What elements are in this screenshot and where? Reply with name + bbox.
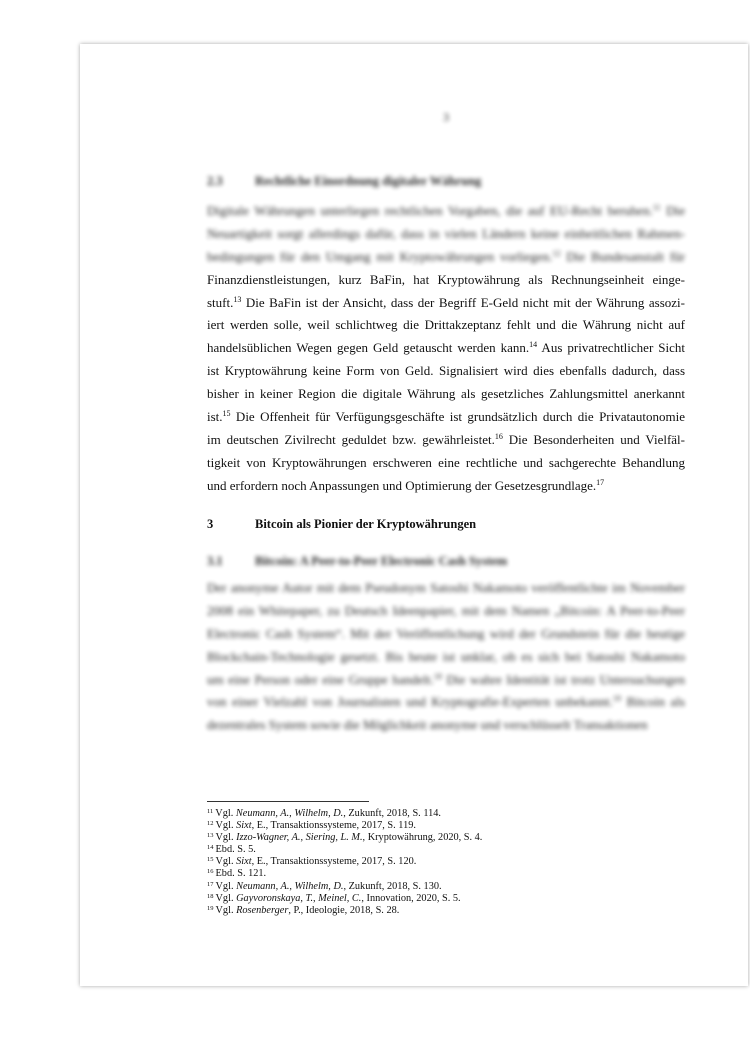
- footnote-reference[interactable]: 11: [652, 203, 661, 212]
- footnote: [207, 820, 685, 832]
- footnote-number: 13: [207, 832, 214, 840]
- footnote-text: Ebd. S. 121.: [215, 868, 267, 880]
- document-page: [80, 44, 748, 986]
- footnote: [207, 868, 685, 880]
- footnote-number: 11: [207, 808, 214, 815]
- footnote-author: Sixt: [236, 856, 252, 868]
- footnote-reference[interactable]: 17: [596, 477, 605, 487]
- text-line: [207, 714, 685, 737]
- text-segment: Finanzdienstleistungen, kurz BaFin, hat Kryptowährung als Rechnungseinheit einge-: [207, 271, 685, 287]
- footnote: [207, 881, 685, 893]
- footnote: [207, 832, 685, 844]
- text-line: [207, 200, 685, 223]
- footnote-text: Vgl.: [215, 832, 237, 844]
- text-segment: ist.: [207, 409, 223, 425]
- footnote-text: Vgl.: [215, 808, 236, 819]
- section-3-1-heading: [207, 554, 685, 569]
- section-2-3-paragraph: [207, 200, 685, 498]
- footnote: [207, 808, 685, 820]
- footnotes: [207, 808, 685, 917]
- text-segment: tigkeit von Kryptowährungen erschweren eine rechtliche und sachgerechte Behandlung: [207, 454, 685, 470]
- footnote-number: 17: [207, 880, 214, 888]
- footnote-reference[interactable]: 19: [612, 694, 621, 704]
- text-segment: Die: [660, 203, 685, 218]
- text-segment: bisher in keiner Region die digitale Währung als gesetzliches Zahlungsmittel anerkannt: [207, 386, 685, 402]
- footnote-number: 19: [207, 904, 214, 912]
- footnote-number: 16: [207, 868, 214, 876]
- text-segment: Die BaFin ist der Ansicht, dass der Begriff E-Geld nicht mit der Währung assozi-: [241, 294, 685, 310]
- text-line: [207, 223, 685, 246]
- footnote-author: Rosenberger: [236, 904, 289, 916]
- footnote-text: Ebd. S. 5.: [215, 844, 256, 856]
- text-segment: Die Besonderheiten und Vielfäl-: [502, 431, 685, 447]
- text-line: [207, 669, 685, 692]
- footnote-reference[interactable]: 13: [233, 294, 242, 304]
- text-line: [207, 429, 685, 452]
- footnote-text: Vgl.: [215, 892, 237, 904]
- footnote-text: , Innovation, 2020, S. 5.: [361, 892, 461, 904]
- section-3-heading: [207, 517, 685, 532]
- section-title: Bitcoin: A Peer-to-Peer Electronic Cash System: [255, 554, 508, 568]
- section-number: 3.1: [207, 554, 223, 568]
- text-segment: Electronic Cash System“. Mit der Veröffentlichung wird der Grundstein für die heutige: [207, 625, 685, 641]
- footnote-text: Vgl.: [215, 904, 237, 916]
- footnote-text: Vgl.: [215, 880, 237, 892]
- text-line: [207, 292, 685, 315]
- text-segment: handelsüblichen Wegen gegen Geld getauscht werden kann.: [207, 340, 530, 356]
- text-line: [207, 337, 685, 360]
- footnote-text: Vgl.: [215, 820, 237, 832]
- footnote-text: , E., Transaktionssysteme, 2017, S. 119.: [251, 820, 416, 832]
- footnote-number: 12: [207, 820, 214, 828]
- text-segment: ist Kryptowährung keine Form von Geld. Signalisiert wird dies ebenfalls dadurch, dass: [207, 363, 685, 379]
- page-number: 3: [443, 110, 449, 124]
- footnote-separator: [207, 801, 369, 802]
- text-segment: stuft.: [207, 294, 234, 310]
- footnote: [207, 893, 685, 905]
- footnote-author: Izzo-Wagner, A., Siering, L. M.: [236, 832, 363, 844]
- text-segment: Aus privatrechtlicher Sicht: [537, 340, 685, 356]
- text-line: [207, 452, 685, 475]
- text-segment: Die Offenheit für Verfügungsgeschäfte ist grundsätzlich durch die Privatautonomie: [230, 409, 685, 425]
- footnote-text: Vgl.: [215, 856, 237, 868]
- section-title: Rechtliche Einordnung digitaler Währung: [255, 174, 482, 188]
- text-segment: Die Bundesanstalt für: [560, 248, 685, 264]
- text-line: [207, 691, 685, 714]
- section-3-1-paragraph: [207, 577, 685, 737]
- text-segment: bedingungen für den Umgang mit Kryptowährungen vorliegen.: [207, 248, 553, 264]
- footnote-author: Neumann, A., Wilhelm, D.: [235, 808, 344, 819]
- text-line: [207, 475, 685, 498]
- section-number: 3: [207, 517, 214, 531]
- text-segment: Neuartigkeit sorgt allerdings dafür, dass in vielen Ländern keine einheitlichen Rahmen-: [207, 225, 685, 241]
- footnote-reference[interactable]: 18: [433, 671, 442, 681]
- text-line: [207, 360, 685, 383]
- text-segment: Der anonyme Autor mit dem Pseudonym Satoshi Nakamoto veröffentlichte im November: [207, 580, 685, 595]
- footnote-reference[interactable]: 12: [552, 248, 561, 258]
- text-segment: um eine Person oder eine Gruppe handelt.: [207, 671, 434, 687]
- footnote-text: , Zukunft, 2018, S. 114.: [343, 808, 441, 819]
- text-line: [207, 623, 685, 646]
- text-segment: im deutschen Zivilrecht geduldet bzw. gewährleistet.: [207, 431, 495, 447]
- footnote: [207, 844, 685, 856]
- text-segment: 2008 ein Whitepaper, zu Deutsch Ideenpapier, mit dem Namen „Bitcoin: A Peer-to-Peer: [207, 602, 685, 618]
- footnote-text: , Zukunft, 2018, S. 130.: [343, 880, 442, 892]
- text-line: [207, 246, 685, 269]
- text-line: [207, 406, 685, 429]
- footnote: [207, 905, 685, 917]
- text-segment: von einer Vielzahl von Journalisten und Kryptografie-Experten unbekannt.: [207, 694, 613, 710]
- text-segment: Die wahre Identität ist trotz Untersuchungen: [441, 671, 685, 687]
- footnote-author: Neumann, A., Wilhelm, D.: [236, 880, 344, 892]
- footnote-text: , Kryptowährung, 2020, S. 4.: [362, 832, 483, 844]
- footnote-text: , E., Transaktionssysteme, 2017, S. 120.: [251, 856, 417, 868]
- text-line: [207, 577, 685, 600]
- text-line: [207, 314, 685, 337]
- text-segment: Blockchain-Technologie gesetzt. Bis heute ist unklar, ob es sich bei Satoshi Nakamoto: [207, 648, 685, 664]
- footnote-reference[interactable]: 15: [222, 409, 231, 419]
- text-line: [207, 600, 685, 623]
- text-segment: dezentrales System sowie die Möglichkeit anonyme und verschlüsselt Transaktionen: [207, 717, 648, 733]
- footnote-author: Gayvoronskaya, T., Meinel, C.: [236, 892, 362, 904]
- footnote-text: , P., Ideologie, 2018, S. 28.: [288, 904, 400, 916]
- text-line: [207, 383, 685, 406]
- text-segment: Digitale Währungen unterliegen rechtlichen Vorgaben, die auf EU-Recht beruhen.: [207, 203, 653, 218]
- section-2-3-heading: [207, 174, 685, 189]
- section-title: Bitcoin als Pionier der Kryptowährungen: [255, 517, 477, 531]
- text-segment: Bitcoin als: [620, 694, 685, 710]
- footnote-number: 15: [207, 856, 214, 864]
- footnote-reference[interactable]: 16: [494, 431, 503, 441]
- footnote-number: 18: [207, 892, 214, 900]
- text-segment: iert werden solle, weil schlichtweg die Drittakzeptanz fehlt und die Währung nicht auf: [207, 317, 685, 333]
- footnote-number: 14: [207, 844, 214, 852]
- text-segment: und erfordern noch Anpassungen und Optimierung der Gesetzesgrundlage.: [207, 477, 597, 493]
- text-line: [207, 646, 685, 669]
- footnote-author: Sixt: [236, 820, 252, 832]
- text-line: [207, 269, 685, 292]
- footnote-reference[interactable]: 14: [529, 340, 538, 350]
- section-number: 2.3: [207, 174, 223, 188]
- footnote: [207, 856, 685, 868]
